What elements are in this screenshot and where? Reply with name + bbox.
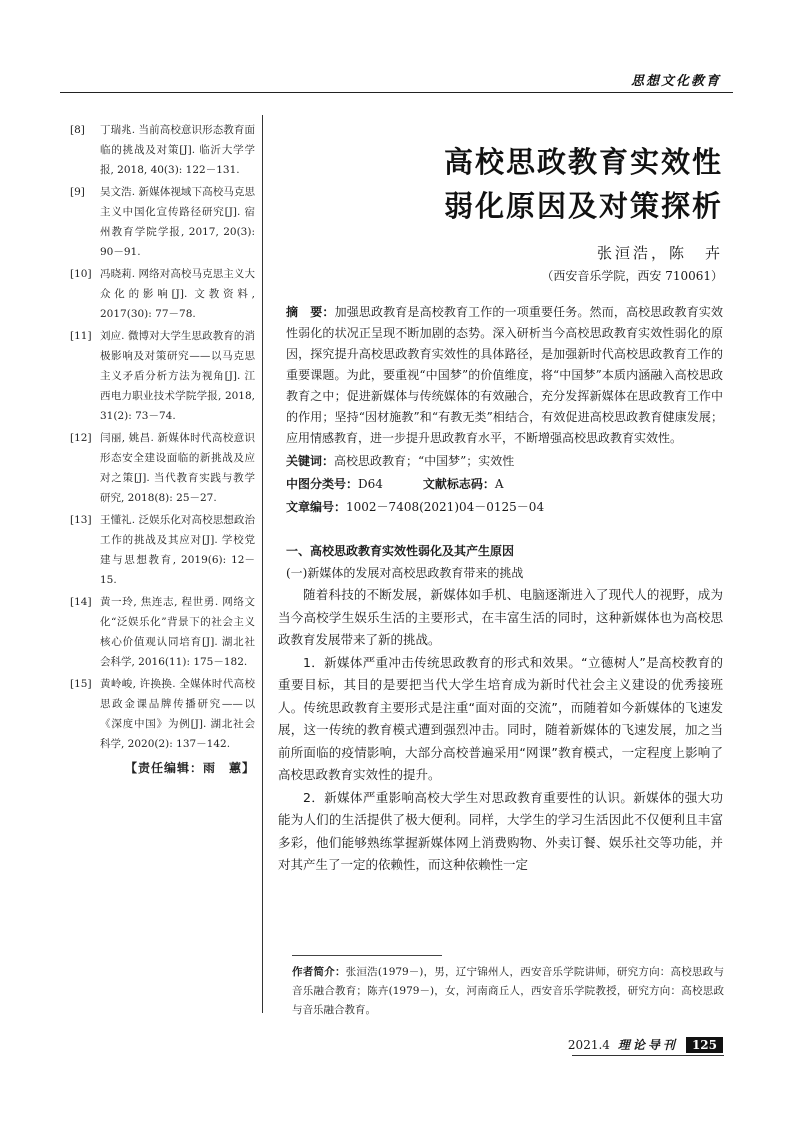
page-footer	[568, 1036, 723, 1053]
abstract	[278, 302, 723, 449]
abstract-text: 加强思政教育是高校教育工作的一项重要任务。然而，高校思政教育实效性弱化的状况正呈现不断加剧的态势。深入研析当今高校思政教育实效性弱化的原因，探究提升高校思政教育实效性的具体路径，是加强新时代高校思政教育工作的重要课题。为此，要重视“中国梦”的价值维度，将“中国梦”本质内涵融入高校思政教育之中；促进新媒体与传统媒体的有效融合，充分发挥新媒体在思政教育工作中的作用；坚持“因材施教”和“有教无类”相结合，有效促进高校思政教育健康发展；应用情感教育，进一步提升思政教育水平，不断增强高校思政教育实效性。	[286, 305, 723, 445]
footer-rule	[572, 1055, 724, 1056]
article-title	[278, 140, 723, 228]
reference-number: [10]	[70, 268, 92, 280]
doc-code-label: 文献标志码：	[422, 477, 495, 491]
reference-text: 吴文浩. 新媒体视域下高校马克思主义中国化宣传路径研究[J]. 宿州教育学院学报, 2017, 20(3): 90－91.	[100, 186, 255, 258]
header-rule	[60, 92, 733, 93]
reference-text: 黄岭峻, 许换换. 全媒体时代高校思政金课品牌传播研究——以《深度中国》为例[J]. 湖北社会科学, 2020(2): 137－142.	[100, 678, 255, 750]
footnote-rule	[292, 955, 442, 956]
section-tag: 思想文化教育	[630, 74, 721, 89]
reference-number: [14]	[70, 596, 92, 608]
article-number-value: 1002－7408(2021)04－0125－04	[346, 500, 545, 514]
keywords-label: 关键词：	[286, 454, 335, 468]
reference-item	[70, 326, 255, 426]
reference-number: [11]	[70, 330, 92, 342]
classification	[278, 474, 723, 495]
reference-number: [13]	[70, 514, 92, 526]
reference-text: 黄一玲, 焦连志, 程世勇. 网络文化“泛娱乐化”背景下的社会主义核心价值观认同培育[J]. 湖北社会科学, 2016(11): 175－182.	[100, 596, 255, 668]
column-divider	[262, 115, 263, 1013]
issue-date: 2021.4	[567, 1037, 610, 1052]
reference-item	[70, 592, 255, 672]
editor-credit: 【责任编辑：雨 蕙】	[124, 761, 255, 775]
body-paragraph: 2．新媒体严重影响高校大学生对思政教育重要性的认识。新媒体的强大功能为人们的生活提供了极大便利。同样，大学生的学习生活因此不仅便利且丰富多彩，他们能够熟练掌握新媒体网上消费购物、外卖订餐、娱乐社交等功能，并对其产生了一定的依赖性，而这种依赖性一定	[278, 789, 723, 872]
article-number-label: 文章编号：	[286, 500, 347, 514]
title-line: 弱化原因及对策探析	[443, 189, 723, 223]
reference-number: [9]	[70, 186, 85, 198]
reference-text: 丁瑞兆. 当前高校意识形态教育面临的挑战及对策[J]. 临沂大学学报, 2018, 40(3): 122－131.	[100, 124, 255, 176]
keywords	[278, 451, 723, 472]
reference-item	[70, 510, 255, 590]
article-column	[278, 140, 723, 877]
clc-value: D64	[358, 477, 383, 491]
reference-item	[70, 428, 255, 508]
section-heading: 一、高校思政教育实效性弱化及其产生原因	[286, 544, 515, 558]
reference-number: [12]	[70, 432, 92, 444]
references-column	[70, 120, 255, 778]
reference-text: 刘应. 微博对大学生思政教育的消极影响及对策研究——以马克思主义矛盾分析方法为视角[J]. 江西电力职业技术学院学报, 2018, 31(2): 73－74.	[100, 330, 255, 422]
reference-item	[70, 182, 255, 262]
article-number	[278, 497, 723, 518]
clc-label: 中图分类号：	[286, 477, 359, 491]
affiliation: （西安音乐学院，西安 710061）	[541, 269, 723, 283]
keywords-text: 高校思政教育；“中国梦”；实效性	[334, 454, 515, 468]
body-paragraph: 随着科技的不断发展，新媒体如手机、电脑逐渐进入了现代人的视野，成为当今高校学生娱乐生活的主要形式，在丰富生活的同时，这种新媒体也为高校思政教育发展带来了新的挑战。	[278, 587, 723, 647]
reference-item	[70, 120, 255, 180]
author-footnote	[292, 963, 724, 1020]
reference-number: [15]	[70, 678, 92, 690]
reference-item	[70, 674, 255, 754]
subsection-heading: (一)新媒体的发展对高校思政教育带来的挑战	[286, 566, 524, 580]
reference-number: [8]	[70, 124, 85, 136]
reference-text: 王懂礼. 泛娱乐化对高校思想政治工作的挑战及其应对[J]. 学校党建与思想教育, 2019(6): 12－15.	[100, 514, 255, 586]
body-paragraph: 1．新媒体严重冲击传统思政教育的形式和效果。“立德树人”是高校教育的重要目标，其目的是要把当代大学生培育成为新时代社会主义建设的优秀接班人。传统思政教育主要形式是注重“面对面的交流”，而随着如今新媒体的飞速发展，这一传统的教育模式遭到强烈冲击。同时，随着新媒体的飞速发展，加之当前所面临的疫情影响，大部分高校普遍采用“网课”教育模式，一定程度上影响了高校思政教育实效性的提升。	[278, 654, 723, 782]
footnote-text: 张洹浩(1979－)，男，辽宁锦州人，西安音乐学院讲师，研究方向：高校思政与音乐融合教育；陈卉(1979－)，女，河南商丘人，西安音乐学院教授，研究方向：高校思政与音乐融合教育。	[292, 966, 725, 1016]
title-line: 高校思政教育实效性	[443, 145, 723, 179]
page-number: 125	[686, 1037, 723, 1053]
footnote-label: 作者简介：	[292, 966, 346, 978]
abstract-label: 摘 要：	[286, 305, 335, 319]
authors: 张洹浩，陈 卉	[596, 244, 723, 262]
reference-text: 闫丽, 姚昌. 新媒体时代高校意识形态安全建设面临的新挑战及应对之策[J]. 当代教育实践与教学研究, 2018(8): 25－27.	[100, 432, 255, 504]
doc-code-value: A	[494, 477, 504, 491]
journal-name: 理论导刊	[617, 1038, 678, 1052]
reference-text: 冯晓莉. 网络对高校马克思主义大众化的影响[J]. 文教资料, 2017(30): 77－78.	[100, 268, 255, 320]
reference-item	[70, 264, 255, 324]
